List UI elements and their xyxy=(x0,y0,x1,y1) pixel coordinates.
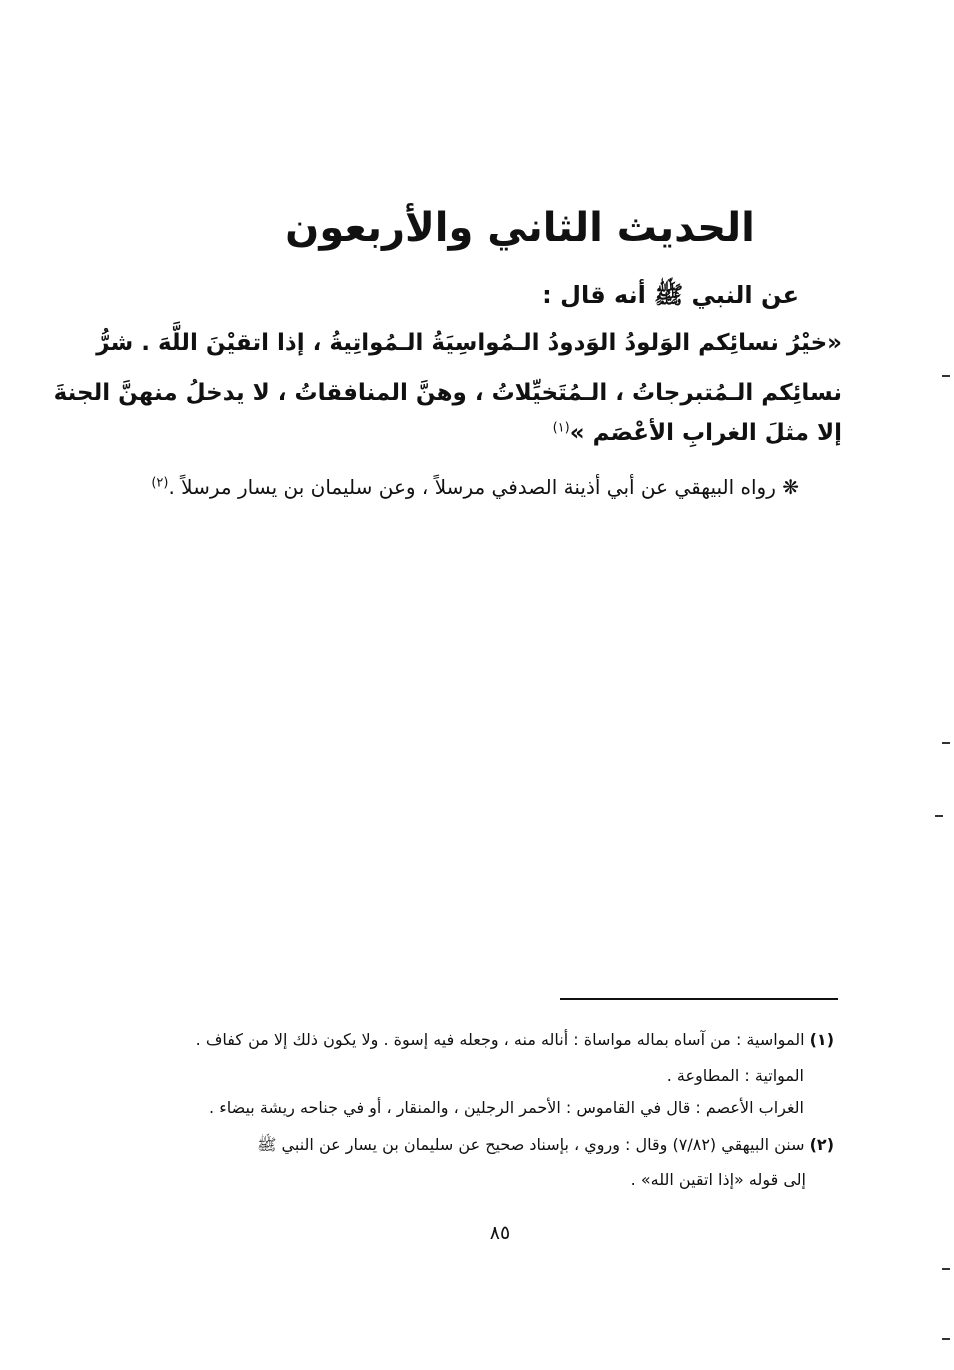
footnote-1-number: (١) xyxy=(809,1030,834,1049)
scan-margin-mark xyxy=(942,742,950,744)
footnote-2-line-2: إلى قوله «إذا اتقين الله» . xyxy=(630,1170,806,1189)
hadith-line-1: «خيْرُ نسائِكم الوَلودُ الوَدودُ الـمُواسِيَةُ الـمُواتِيةُ ، إذا اتقيْنَ اللَّهَ . شرُّ xyxy=(96,330,842,356)
scan-margin-mark xyxy=(935,815,943,817)
footnote-ref-1[interactable]: (١) xyxy=(552,420,570,436)
footnote-ref-2[interactable]: (٢) xyxy=(151,475,169,491)
scan-margin-mark xyxy=(942,375,950,377)
footnote-1-text: المواسية : من آساه بماله مواساة : أناله منه ، وجعله فيه إسوة . ولا يكون ذلك إلا من كفاف . xyxy=(195,1030,805,1049)
page-title: الحديث الثاني والأربعون xyxy=(285,205,755,251)
footnote-2-text: سنن البيهقي (٧/٨٢) وقال : وروي ، بإسناد صحيح عن سليمان بن يسار عن النبي ﷺ xyxy=(257,1135,805,1154)
narration-note xyxy=(151,475,799,499)
footnote-1-line-2: المواتية : المطاوعة . xyxy=(666,1066,804,1085)
hadith-line-3 xyxy=(553,420,842,446)
footnote-1-line-3: الغراب الأعصم : قال في القاموس : الأحمر الرجلين ، والمنقار ، أو في جناحه ريشة بيضاء . xyxy=(209,1098,804,1117)
scan-margin-mark xyxy=(942,1268,950,1270)
scan-margin-mark xyxy=(942,1338,950,1340)
page-number: ٨٥ xyxy=(489,1222,511,1244)
footnote-divider xyxy=(560,998,838,1000)
footnote-1 xyxy=(196,1030,834,1049)
footnote-2 xyxy=(257,1135,834,1158)
hadith-intro: عن النبي ﷺ أنه قال : xyxy=(542,281,799,309)
footnote-2-number: (٢) xyxy=(809,1135,834,1154)
narration-text: ❋ رواه البيهقي عن أبي أذينة الصدفي مرسلاً ، وعن سليمان بن يسار مرسلاً . xyxy=(168,475,799,499)
hadith-line-3-text: إلا مثلَ الغرابِ الأعْصَم » xyxy=(569,420,842,446)
hadith-line-2: نسائِكم الـمُتبرجاتُ ، الـمُتَخيِّلاتُ ، وهنَّ المنافقاتُ ، لا يدخلُ منهنَّ الجنةَ xyxy=(53,380,842,406)
